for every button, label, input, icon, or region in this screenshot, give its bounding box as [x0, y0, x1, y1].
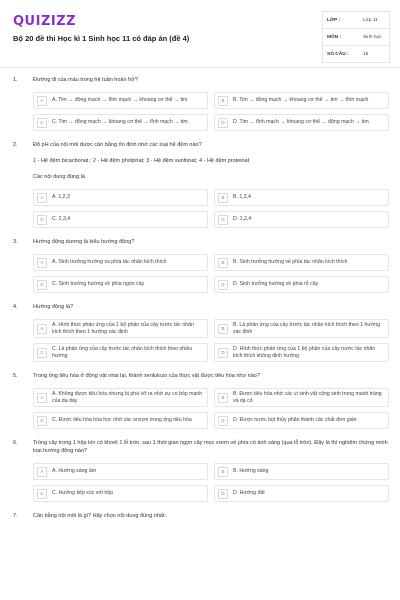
question-header	[13, 238, 400, 246]
meta-value: Lớp 11	[363, 17, 378, 23]
question-text: Trồng cây trong 1 hộp kín có khoét 1 lỗ tròn, sau 1 thời gian ngọn cây mọc vươn về phía có ánh sáng (qua lỗ tròn). Đây là thí nghiệm chứng minh loại hướng động nào?	[33, 440, 388, 454]
question-number: 2.	[13, 142, 18, 148]
question-number: 4.	[13, 304, 18, 310]
option-text: B. Là phản ứng của cây trước tác nhân kích thích theo 1 hướng xác định	[233, 322, 380, 335]
option-text: B. Hướng sáng	[233, 468, 269, 475]
answer-option[interactable]	[33, 485, 208, 502]
brand-logo: QUIZIZZ	[13, 14, 77, 29]
answer-option[interactable]	[33, 92, 208, 109]
question-header	[13, 372, 400, 380]
question-number: 7.	[13, 513, 18, 519]
option-text: D. 1,2,4	[233, 216, 252, 223]
meta-row-count	[323, 46, 389, 62]
answer-option[interactable]	[33, 254, 208, 271]
option-text: C. 2,3,4	[52, 216, 71, 223]
option-letter-badge: A	[37, 96, 47, 106]
meta-label: SỐ CÂU :	[327, 51, 349, 57]
answer-option[interactable]	[214, 211, 389, 228]
question-number: 5.	[13, 373, 18, 379]
header	[0, 0, 400, 66]
question-item	[0, 512, 400, 520]
option-letter-badge: D	[218, 215, 228, 225]
option-letter-badge: C	[37, 416, 47, 426]
option-text: D. Được nước bọt thủy phân thành các chất đơn giản	[233, 417, 357, 424]
answer-option[interactable]	[214, 254, 389, 271]
answer-options	[13, 463, 395, 502]
meta-label: MÔN :	[327, 34, 342, 40]
option-letter-badge: C	[37, 215, 47, 225]
question-header	[13, 512, 400, 520]
option-letter-badge: B	[218, 393, 228, 403]
question-text: Đường đi của máu trong hệ tuần hoàn hở?	[33, 77, 138, 83]
page-title: Bộ 20 đề thi Học kì 1 Sinh học 11 có đáp án (đề 4)	[13, 34, 190, 43]
option-text: C. Là phản ứng của cây trước tác nhân kích thích theo nhiều hướng	[52, 346, 193, 359]
answer-option[interactable]	[33, 412, 208, 429]
answer-option[interactable]	[214, 343, 389, 362]
answer-option[interactable]	[33, 211, 208, 228]
option-text: A. 1,2,3	[52, 194, 70, 201]
option-letter-badge: B	[218, 467, 228, 477]
option-letter-badge: D	[218, 416, 228, 426]
answer-options	[13, 319, 395, 362]
option-letter-badge: C	[37, 118, 47, 128]
answer-option[interactable]	[214, 388, 389, 407]
question-text: Trong ống tiêu hóa ở động vật nhai lại, thành xenlulozo của thực vật được tiêu hóa như nào?	[33, 373, 260, 379]
meta-label: LỚP :	[327, 17, 341, 23]
answer-options	[13, 92, 395, 131]
answer-options	[13, 388, 395, 429]
question-text: Hướng động là?	[33, 304, 74, 310]
question-list	[0, 76, 400, 530]
answer-option[interactable]	[33, 343, 208, 362]
option-letter-badge: C	[37, 280, 47, 290]
option-letter-badge: B	[218, 258, 228, 268]
question-item	[0, 76, 400, 131]
option-letter-badge: B	[218, 324, 228, 334]
answer-option[interactable]	[33, 114, 208, 131]
option-text: A. Hình thức phản ứng của 1 bộ phận của cây trước tác nhân kích thích theo 1 hướng xác định	[52, 322, 194, 335]
answer-option[interactable]	[33, 319, 208, 338]
option-text: A. Không được tiêu hóa nhưng bị phá vỡ ra nhờ sự co bóp mạnh của dạ dày	[52, 391, 203, 404]
answer-option[interactable]	[214, 463, 389, 480]
option-letter-badge: A	[37, 193, 47, 203]
option-text: D. Hướng đất	[233, 490, 265, 497]
question-text: Độ pH của nội môi được cân bằng ổn định nhờ các loại hệ đệm nào?	[33, 142, 202, 148]
question-header	[13, 439, 400, 455]
option-letter-badge: A	[37, 467, 47, 477]
question-extra-text: Các nội dung đúng là	[33, 174, 85, 180]
option-text: C. Sinh trưởng hướng về phía ngọn cây	[52, 281, 145, 288]
question-header	[13, 303, 400, 311]
answer-option[interactable]	[214, 412, 389, 429]
answer-options	[13, 189, 395, 228]
answer-option[interactable]	[214, 189, 389, 206]
question-item	[0, 439, 400, 502]
meta-row-class	[323, 12, 389, 29]
question-text: Cân bằng nội môi là gì? Hãy chọn nội dung đúng nhất:	[33, 513, 167, 519]
option-text: A. Tim → động mạch → tĩnh mạch → khoang cơ thể → tim	[52, 97, 188, 104]
answer-option[interactable]	[33, 189, 208, 206]
option-text: A. Hướng sáng âm	[52, 468, 97, 475]
question-item	[0, 372, 400, 429]
meta-table	[322, 11, 390, 63]
question-header	[13, 76, 400, 84]
option-text: C. Được tiêu hóa hóa học nhờ các enzym trong ống tiêu hóa	[52, 417, 192, 424]
option-letter-badge: C	[37, 489, 47, 499]
answer-option[interactable]	[214, 485, 389, 502]
answer-options	[13, 254, 395, 293]
option-letter-badge: D	[218, 118, 228, 128]
question-item	[0, 238, 400, 293]
option-letter-badge: D	[218, 280, 228, 290]
option-letter-badge: A	[37, 258, 47, 268]
question-item	[0, 303, 400, 362]
meta-value: Sinh học	[363, 34, 382, 40]
question-number: 6.	[13, 440, 18, 446]
option-text: B. Tim → động mạch → khoang cơ thể → tim → tĩnh mạch	[233, 97, 369, 104]
header-divider	[0, 67, 400, 68]
question-item	[0, 141, 400, 228]
answer-option[interactable]	[33, 388, 208, 407]
answer-option[interactable]	[33, 463, 208, 480]
question-number: 3.	[13, 239, 18, 245]
meta-row-subject	[323, 29, 389, 46]
answer-option[interactable]	[33, 276, 208, 293]
option-text: C. Tim → động mạch → khoang cơ thể → tĩnh mạch → tim	[52, 119, 188, 126]
option-letter-badge: C	[37, 348, 47, 358]
option-letter-badge: B	[218, 193, 228, 203]
question-text: Hướng động dương là kiểu hướng động?	[33, 239, 135, 245]
option-letter-badge: A	[37, 393, 47, 403]
option-text: B. Được tiêu hóa nhờ các vi sinh vật cộng sinh trong manh tràng và dạ cỏ	[233, 391, 382, 404]
answer-option[interactable]	[214, 114, 389, 131]
option-text: A. Sinh trưởng hướng xa phía tác nhân kích thích	[52, 259, 167, 266]
option-text: B. Sinh trưởng hướng về phía tác nhân kích thích	[233, 259, 348, 266]
option-text: C. Hướng tiếp xúc với hộp	[52, 490, 114, 497]
option-text: D. Hình thức phản ứng của 1 bộ phận của cây trước tác nhân kích thích không định hướng	[233, 346, 376, 359]
option-letter-badge: A	[37, 324, 47, 334]
option-text: B. 1,3,4	[233, 194, 251, 201]
option-letter-badge: B	[218, 96, 228, 106]
answer-option[interactable]	[214, 276, 389, 293]
answer-option[interactable]	[214, 319, 389, 338]
option-letter-badge: D	[218, 348, 228, 358]
question-number: 1.	[13, 77, 18, 83]
answer-option[interactable]	[214, 92, 389, 109]
question-extra-text: 1 - Hệ đệm bicacbonat ; 2 - Hệ đệm photphat; 3 - Hệ đệm sunfonat; 4 - Hệ đệm proteinat	[33, 158, 250, 164]
meta-value: 16	[363, 51, 369, 57]
option-text: D. Sinh trưởng hướng về phía rễ cây	[233, 281, 319, 288]
question-header	[13, 141, 400, 149]
option-letter-badge: D	[218, 489, 228, 499]
option-text: D. Tim → tĩnh mạch → khoang cơ thể → động mạch → tim	[233, 119, 369, 126]
